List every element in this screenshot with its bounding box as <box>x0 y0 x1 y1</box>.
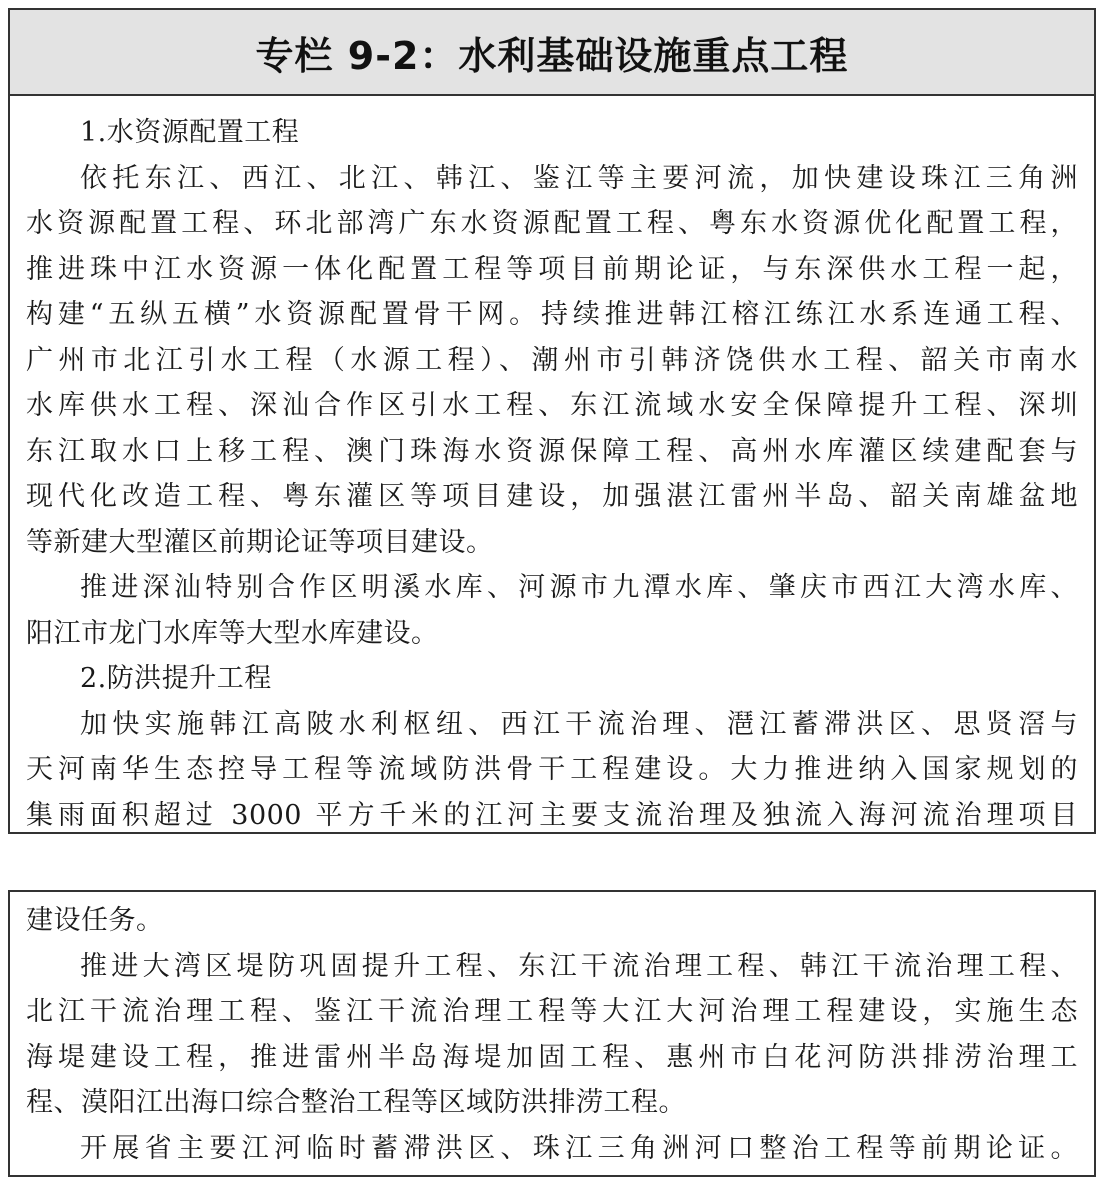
section-heading-flood-control: 2.防洪提升工程 <box>80 663 272 694</box>
text-line: 天河南华生态控导工程等流域防洪骨干工程建设。大力推进纳入国家规划的 <box>26 754 1078 785</box>
text-line: 集雨面积超过 3000 平方千米的江河主要支流治理及独流入海河流治理项目 <box>26 799 1078 831</box>
column-box-top <box>8 8 1096 834</box>
paragraph-preliminary-study <box>26 1126 1078 1172</box>
paragraph-continuation <box>26 898 1078 944</box>
text-line: 推进大湾区堤防巩固提升工程、东江干流治理工程、韩江干流治理工程、 <box>80 950 1078 982</box>
text-line: 建设任务。 <box>26 905 164 936</box>
text-line: 开展省主要江河临时蓄滞洪区、珠江三角洲河口整治工程等前期论证。 <box>80 1132 1078 1164</box>
text-line: 构建“五纵五横”水资源配置骨干网。持续推进韩江榕江练江水系连通工程、 <box>26 299 1078 330</box>
text-line: 海堤建设工程，推进雷州半岛海堤加固工程、惠州市白花河防洪排涝治理工 <box>26 1041 1078 1073</box>
paragraph-flood-control <box>26 702 1078 839</box>
text-line: 东江取水口上移工程、澳门珠海水资源保障工程、高州水库灌区续建配套与 <box>26 435 1078 467</box>
text-line: 推进珠中江水资源一体化配置工程等项目前期论证，与东深供水工程一起， <box>26 253 1078 285</box>
text-line: 广州市北江引水工程（水源工程）、潮州市引韩济饶供水工程、韶关市南水 <box>26 344 1078 376</box>
text-line: 加快实施韩江高陂水利枢纽、西江干流治理、潖江蓄滞洪区、思贤滘与 <box>80 708 1078 740</box>
text-line: 水资源配置工程、环北部湾广东水资源配置工程、粤东水资源优化配置工程， <box>26 208 1078 239</box>
text-line: 程、漠阳江出海口综合整治工程等区域防洪排涝工程。 <box>26 1087 686 1118</box>
paragraph-river-governance <box>26 944 1078 1126</box>
text-line: 推进深汕特别合作区明溪水库、河源市九潭水库、肇庆市西江大湾水库、 <box>80 572 1078 603</box>
column-title: 专栏 9-2：水利基础设施重点工程 <box>255 33 849 78</box>
text-line: 水库供水工程、深汕合作区引水工程、东江流域水安全保障提升工程、深圳 <box>26 390 1078 421</box>
text-line: 依托东江、西江、北江、韩江、鉴江等主要河流，加快建设珠江三角洲 <box>80 162 1078 194</box>
column-title-bar <box>10 10 1094 96</box>
column-content-top <box>10 96 1094 838</box>
paragraph-reservoirs <box>26 565 1078 656</box>
paragraph-water-allocation <box>26 156 1078 566</box>
column-content-bottom <box>10 892 1094 1171</box>
column-box-bottom <box>8 890 1096 1177</box>
section-heading-water-allocation: 1.水资源配置工程 <box>80 117 300 148</box>
text-line: 现代化改造工程、粤东灌区等项目建设，加强湛江雷州半岛、韶关南雄盆地 <box>26 481 1078 512</box>
text-line: 北江干流治理工程、鉴江干流治理工程等大江大河治理工程建设，实施生态 <box>26 996 1078 1027</box>
text-line: 等新建大型灌区前期论证等项目建设。 <box>26 526 494 558</box>
text-line: 阳江市龙门水库等大型水库建设。 <box>26 617 439 649</box>
